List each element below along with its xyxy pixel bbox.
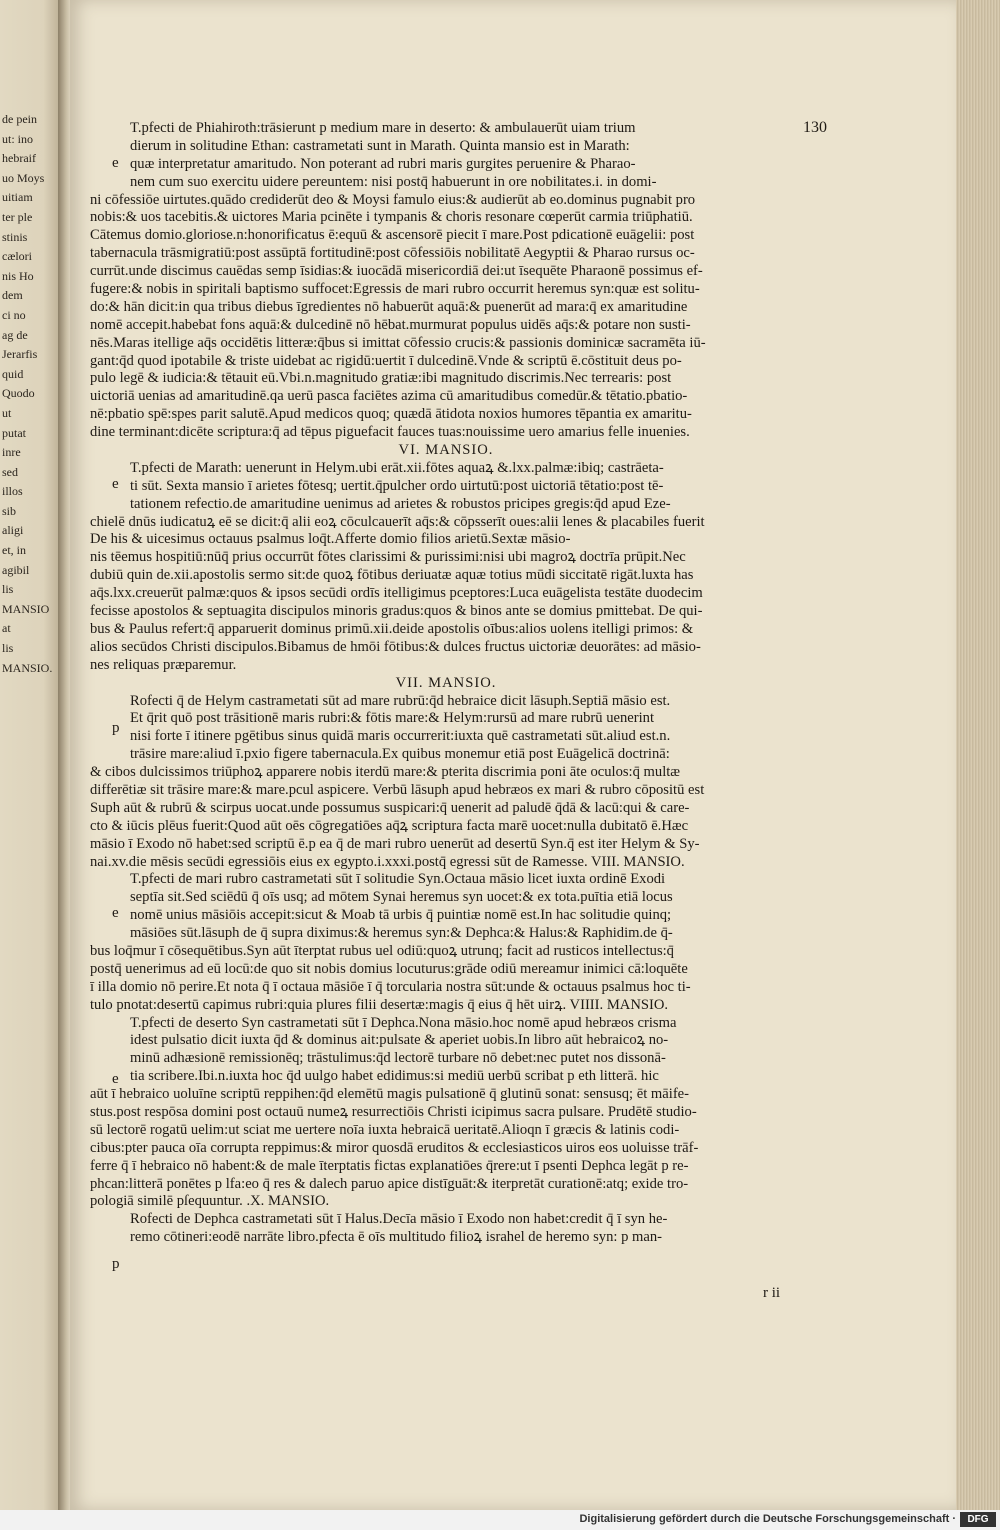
margin-letter: e <box>112 905 119 921</box>
left-page-fragment: Jerarfis <box>2 347 38 362</box>
left-page-fragment: putat <box>2 425 26 440</box>
text-line: quæ interpretatur amaritudo. Non poterant ad rubri maris gurgites peruenire & Pharao- <box>130 155 636 172</box>
left-page-fragment: lis <box>2 641 14 656</box>
left-page-fragment: Quodo <box>2 386 35 401</box>
section-heading: VII. MANSIO. <box>395 674 497 691</box>
dfg-logo: DFG <box>960 1512 996 1527</box>
left-page-fragment: inre <box>2 445 21 460</box>
text-line: nai.xv.die mēsis secūdi egressiōis eius ex egypto.i.xxxi.postq̄ egressi sūt de Ramesse. VIII. MANSIO. <box>90 853 685 870</box>
left-page-fragment: dem <box>2 288 23 303</box>
text-line: nē:pbatio spē:spes parit salutē.Apud medicos quoq; quædā ātidota noxios humores tēpantia ex amaritu- <box>90 406 692 423</box>
text-line: idest pulsatio dicit iuxta q̄d & dominus ait:pulsate & aperiet uobis.In libro aūt hebraicoꝝ no- <box>130 1032 669 1049</box>
left-page-fragment: at <box>2 621 11 636</box>
signature-mark: r ii <box>763 1285 781 1301</box>
text-line: do:& hān dicit:in qua tribus diebus īgredientes nō habuerūt aquā:& puenerūt ad mara:q̄ ex amaritudine <box>90 298 688 315</box>
margin-letter: e <box>112 1071 119 1087</box>
text-line: bus & Paulus refert:q̄ apparuerit dominus primū.xii.deide apostolis oībus:alios uolens itelligi primos: & <box>90 620 694 637</box>
text-line: sū lectorē rogatū uelim:ut sciat me uertere noīa iuxta hebraicā ueritatē.Alioqn ī græcis & latinis codi- <box>90 1121 680 1138</box>
text-line: cto & iūcis plēus fuerit:Quod aūt oēs cōgregatiōes aq̄ꝝ scriptura facta marē uocet:nulla dubitatō ē.Hæc <box>90 817 689 834</box>
left-page-fragment: MANSIO. <box>2 660 53 675</box>
text-line: currūt.unde discimus cauēdas semp īsidias:& iuocādā misericordiā dei:ut īsequēte Pharaonē possimus ef- <box>90 263 703 280</box>
text-line: aūt ī hebraico uoluīne scriptū reppihen:q̄d elemētū magis pulsationē q̄ glutinū sonat: sensusq; ēt māife- <box>90 1086 690 1103</box>
left-page-fragment: quid <box>2 366 24 381</box>
text-line: ī illa domio nō perire.Et nota q̄ ī octaua māsiōe ī q̄ torcularia nostra sūt:unde & octauus psalmus hoc ti- <box>90 978 691 995</box>
text-line: cibus:pter pauca oīa corrupta reppimus:& miror quosdā eruditos & ecclesiasticos uiros eos uoluisse trāf- <box>90 1139 699 1156</box>
text-line: septīa sit.Sed sciēdū q̄ oīs usq; ad mōtem Synai heremus syn uocet:& ex tota.puītia etiā locus <box>130 889 673 906</box>
left-page-fragment: sed <box>2 464 18 479</box>
text-line: gant:q̄d quod ipotabile & triste uidebat ac rigidū:uertit ī dulcedinē.Vnde & scriptū ē.cōstituit deus po- <box>90 352 682 369</box>
folio-number: 130 <box>803 119 827 136</box>
text-line: māsiōes sūt.lāsuph de q̄ supra diximus:& heremus syn:& Dephca:& Halus:& Raphidim.de q̄- <box>130 925 673 942</box>
text-line: dierum in solitudine Ethan: castrametati sunt in Marath. Quinta mansio est in Marath: <box>130 137 630 154</box>
text-line: nem cum suo exercitu uidere pereuntem: nisi postq̄ habuerunt in ore nobilitates.i. in domi- <box>130 173 657 190</box>
text-line: nisi forte ī itinere pgētibus sinus quidā maris occurrerit:iuxta quē castrametati sūt.aliud est.n. <box>130 728 671 745</box>
text-line: pulo legē & iudicia:& tētauit eū.Vbi.n.magnitudo gratiæ:ibi magnitudo discrimis.Nec terrearis: post <box>90 370 672 387</box>
text-line: T.pfecti de deserto Syn castrametati sūt ī Dephca.Nona māsio.hoc nomē apud hebræos crisma <box>130 1014 677 1031</box>
left-page-fragment: illos <box>2 484 23 499</box>
text-line: fecisse apostolos & septuagita discipulos minoris gradus:quos & binos ante se domius pmittebat. De qui- <box>90 603 703 620</box>
text-line: T.pfecti de Marath: uenerunt in Helym.ubi erāt.xii.fōtes aquaꝝ &.lxx.palmæ:ibiq; castrāeta- <box>130 459 664 476</box>
text-line: nobis:& uos tacebitis.& uictores Maria pcinēte i tympanis & choris resonare cœperūt carmia triūphatiū. <box>90 209 693 226</box>
text-line: nēs.Maras itellige aq̄s occidētis litteræ:q̄bus si imittat cōfessio crucis:& passionis dominicæ sacramēta iū- <box>90 334 706 351</box>
text-line: ferre q̄ ī hebraico nō habent:& de male īterptatis fictas explanatiōes q̄rere:ut ī psenti Dephca legāt p re- <box>90 1157 689 1174</box>
left-page-edge <box>0 0 62 1510</box>
text-line: Rofecti de Dephca castrametati sūt ī Halus.Decīa māsio ī Exodo non habet:credit q̄ ī syn he- <box>130 1211 668 1228</box>
text-line: pologiā similē pſequuntur. .X. MANSIO. <box>90 1193 330 1210</box>
text-line: bus loq̄mur ī cōsequētibus.Syn aūt īterptat rubus uel odiū:quoꝝ utrunq; facit ad rusticos intellectus:q̄ <box>90 942 674 959</box>
left-page-fragment: et, in <box>2 543 26 558</box>
text-line: stus.post respōsa domini post octauū numeꝝ resurrectiōis Christi icipimus sacra pulsare. Prudētē studio- <box>90 1103 697 1120</box>
text-line: tabernacula trāsmigratiū:post assūptā fortitudinē:post cōfessiōis nobilitatē Aegyptii & Pharao rursus oc- <box>90 245 695 262</box>
text-line: chielē dnūs iudicatuꝝ eē se dicit:q̄ alii eoꝝ cōculcauerīt aq̄s:& cōpsserīt oues:alii lenes & placabiles fuerit <box>90 513 705 530</box>
text-line: De his & uicesimus octauus psalmus loq̄t.Afferte domio filios arietū.Sextæ māsio- <box>90 531 571 548</box>
text-line: minū adhæsionē remissionēq; trāstulimus:q̄d lectorē turbare nō debet:nec putet nos dissonā- <box>130 1050 666 1067</box>
text-line: Rofecti q̄ de Helym castrametati sūt ad mare rubrū:q̄d hebraice dicit lāsuph.Septiā māsio est. <box>130 692 671 709</box>
text-line: Suph aūt & rubrū & scirpus uocat.unde possumus suspicari:q̄ uenerit ad paludē q̄dā & lacū:qui & care- <box>90 799 690 816</box>
text-line: T.pfecti de Phiahiroth:trāsierunt p medium mare in deserto: & ambulauerūt uiam trium <box>130 120 636 136</box>
text-line: ni cōfessiōe uirtutes.quādo crediderūt deo & Moysi famulo eius:& audierūt ab eo.dominus pugnabit pro <box>90 191 696 208</box>
left-page-fragment: aligi <box>2 523 24 538</box>
text-line: differētiæ sit trāsire mare:& mare.pcul aspicere. Verbū lāsuph apud hebræos ex mari & rubro cōpositū est <box>90 781 705 798</box>
left-page-fragment: uo Moys <box>2 170 45 185</box>
text-line: tulo pnotat:desertū capimus rubri:quia plures filii desertæ:magis q̄ eius q̄ hēt uirꝝ. VIIII. MANSIO. <box>90 996 669 1013</box>
left-page-fragments <box>2 110 60 678</box>
margin-letter: e <box>112 476 119 492</box>
left-page-fragment: ut <box>2 405 12 420</box>
left-page-fragment: ci no <box>2 307 26 322</box>
text-line: dine terminant:dicēte scriptura:q̄ ad tēpus piguefacit fauces tuas:nouissime uero amarius felle inuenies. <box>90 424 690 441</box>
left-page-fragment: uitiam <box>2 190 33 205</box>
left-page-fragment: ut: ino <box>2 131 34 146</box>
text-line: & cibos dulcissimos triūphoꝝ apparere nobis iterdū mare:& pterita discrimia poni āte oculos:q̄ multæ <box>90 764 681 781</box>
text-line: trāsire mare:aliud ī.pxio figere tabernacula.Ex quibus monemur etiā post Euāgelicā doctrinā: <box>130 746 670 763</box>
left-page-fragment: ter ple <box>2 209 33 224</box>
left-page-fragment: hebraif <box>2 151 36 166</box>
text-line: remo cōtineri:eodē narrāte libro.pfecta ē oīs multitudo filioꝝ israhel de heremo syn: p man- <box>130 1229 663 1246</box>
text-line: uictoriā uenias ad amaritudinē.qa uerū pasca faciētes azima cū amaritudibus comedūr.& tētatio.pbatio- <box>90 388 688 405</box>
left-page-fragment: de pein <box>2 112 37 126</box>
left-page-fragment: nis Ho <box>2 268 34 283</box>
text-line: aq̄s.lxx.creuerūt palmæ:quos & ipsos secūdi ordīs itelligimus pceptores:Luca euāgelista testāte duodecim <box>90 585 703 602</box>
margin-letter: p <box>112 720 120 736</box>
footer-bar <box>0 1510 1000 1530</box>
text-line: ti sūt. Sexta mansio ī arietes fōtesq; uertit.q̄pulcher ordo uirtutū:post uictoriā tētatio:post tē- <box>130 477 664 494</box>
margin-letter: e <box>112 155 119 171</box>
text-line: tia scribere.Ibi.n.iuxta hoc q̄d uulgo habet edidimus:si mediū uerbū scribat p eth litterā. hic <box>130 1068 659 1085</box>
text-line: fugere:& nobis in spiritali baptismo suffocet:Egressis de mari rubro occurrit heremus syn:quæ est solitu- <box>90 281 700 298</box>
text-line: tationem refectio.de amaritudine uenimus ad arietes & robustos pricipes gregis:q̄d apud Eze- <box>130 495 671 512</box>
text-line: Cātemus domio.gloriose.n:honorificatus ē:equū & ascensorē piecit ī mare.Post pdicationē euāgelii: post <box>90 227 695 244</box>
left-page-fragment: ag de <box>2 327 28 342</box>
left-page-fragment: stinis <box>2 229 28 244</box>
text-line: Et q̄rit quō post trāsitionē maris rubri:& fōtis mare:& Helym:rursū ad mare rubrū uenerint <box>130 710 655 727</box>
text-line: nes reliquas præparemur. <box>90 656 237 673</box>
left-page-fragment: sib <box>2 503 17 518</box>
text-line: nomē accepit.habebat fons aquā:& dulcedinē nō hēbat.murmurat populus uidēs aq̄s:& potare non susti- <box>90 316 691 333</box>
left-page-fragment: agibil <box>2 562 30 577</box>
text-line: nomē unius māsiōis accepit:sicut & Moab tā urbis q̄ puintiæ nomē est.In hac solitudie quinq; <box>130 907 672 924</box>
left-page-fragment: MANSIO <box>2 601 50 616</box>
footer-credit: Digitalisierung gefördert durch die Deutsche Forschungsgemeinschaft · <box>579 1513 956 1525</box>
text-line: T.pfecti de mari rubro castrametati sūt ī solitudie Syn.Octaua māsio licet iuxta ordinē Exodi <box>130 871 666 888</box>
text-line: postq̄ uenerimus ad eū locū:de quo sit nobis domius locuturus:grāde odiū mereamur inimici cā:loquēte <box>90 960 688 977</box>
page-edges <box>956 0 1000 1510</box>
text-line: phcan:litterā ponētes p lfa:eo q̄ res & dalech paruo apice distīguāt:& iterpretāt curationē:atq; exide tro- <box>90 1175 689 1192</box>
left-page-fragment: cælori <box>2 249 32 264</box>
left-page-fragment: lis <box>2 582 14 597</box>
text-line: dubiū quin de.xii.apostolis sermo sit:de quoꝝ fōtibus deriuatæ aquæ totius mūdi siccitatē rigāt.luxta has <box>90 567 694 584</box>
section-heading: VI. MANSIO. <box>398 442 494 459</box>
text-line: alios secūdos Christi discipulos.Bibamus de hmōi fōtibus:& dulces fructus uictoriæ deuorātes: ad māsio- <box>90 638 701 655</box>
text-line: nis tēemus hospitiū:nūq̄ prius occurrūt fōtes clarissimi & purissimi:nisi ubi magroꝝ doctrīa prūpit.Nec <box>90 549 686 566</box>
margin-letter: p <box>112 1256 120 1272</box>
main-text-block <box>90 120 802 1247</box>
text-line: māsio ī Exodo nō habet:sed scriptū ē.p ea q̄ de mari rubro uenerūt ad desertū Syn.q̄ est iter Helym & Sy- <box>90 835 700 852</box>
